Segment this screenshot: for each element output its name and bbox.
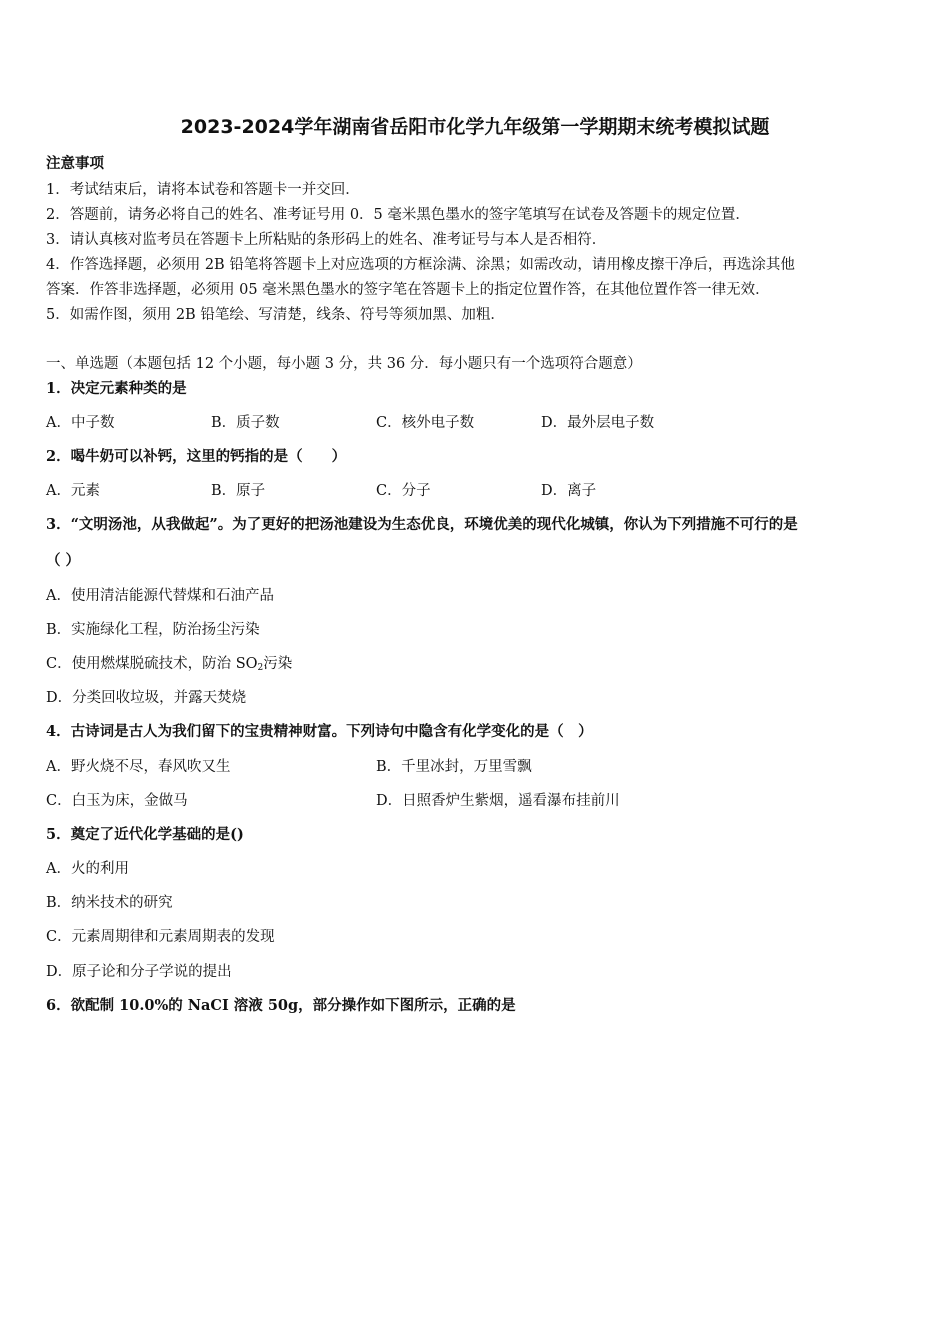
- question-3-option-c: [46, 652, 292, 673]
- question-5-option-a: A．火的利用: [46, 861, 129, 877]
- subscript-2: 2: [257, 663, 264, 673]
- question-3-stem-cont: （ ）: [46, 552, 81, 569]
- question-4-option-d: D．日照香炉生紫烟，遥看瀑布挂前川: [376, 793, 620, 809]
- question-2-option-d: D．离子: [541, 483, 597, 499]
- notice-item: 2．答题前，请务必将自己的姓名、准考证号用 0．5 毫米黑色墨水的签字笔填写在试卷及答题卡的规定位置．: [46, 207, 750, 223]
- question-5-option-c: C．元素周期律和元素周期表的发现: [46, 929, 275, 945]
- page-title: 2023-2024学年湖南省岳阳市化学九年级第一学期期末统考模拟试题: [180, 116, 770, 138]
- question-2-stem: 2．喝牛奶可以补钙，这里的钙指的是（ ）: [46, 448, 347, 465]
- question-1-option-a: A．中子数: [46, 415, 115, 431]
- question-4-stem: 4．古诗词是古人为我们留下的宝贵精神财富。下列诗句中隐含有化学变化的是（ ）: [46, 723, 593, 740]
- question-1-option-d: D．最外层电子数: [541, 415, 655, 431]
- question-3-option-d: D．分类回收垃圾，并露天焚烧: [46, 690, 247, 706]
- question-2-option-b: B．原子: [211, 483, 266, 499]
- notice-item: 答案．作答非选择题，必须用 05 毫米黑色墨水的签字笔在答题卡上的指定位置作答，在其他位置作答一律无效．: [46, 282, 770, 298]
- question-3-stem: 3．“文明汤池，从我做起”。为了更好的把汤池建设为生态优良，环境优美的现代化城镇，你认为下列措施不可行的是: [46, 516, 798, 533]
- question-4-option-b: B．千里冰封，万里雪飘: [376, 759, 532, 775]
- notice-item: 4．作答选择题，必须用 2B 铅笔将答题卡上对应选项的方框涂满、涂黑；如需改动，请用橡皮擦干净后，再选涂其他: [46, 257, 795, 273]
- question-1-option-c: C．核外电子数: [376, 415, 475, 431]
- notice-item: 5．如需作图，须用 2B 铅笔绘、写清楚，线条、符号等须加黑、加粗．: [46, 307, 505, 323]
- question-3-option-a: A．使用清洁能源代替煤和石油产品: [46, 588, 274, 604]
- question-5-stem: 5．奠定了近代化学基础的是(): [46, 826, 244, 843]
- question-3-option-b: B．实施绿化工程，防治扬尘污染: [46, 622, 260, 638]
- question-2-option-a: A．元素: [46, 483, 100, 499]
- notice-heading: 注意事项: [46, 155, 104, 172]
- notice-item: 1．考试结束后，请将本试卷和答题卡一并交回．: [46, 182, 360, 198]
- notice-item: 3．请认真核对监考员在答题卡上所粘贴的条形码上的姓名、准考证号与本人是否相符．: [46, 232, 607, 248]
- question-2-option-c: C．分子: [376, 483, 431, 499]
- question-4-option-c: C．白玉为床，金做马: [46, 793, 188, 809]
- question-5-option-b: B．纳米技术的研究: [46, 895, 173, 911]
- question-1-option-b: B．质子数: [211, 415, 280, 431]
- question-1-stem: 1．决定元素种类的是: [46, 380, 187, 397]
- question-3-option-c-text: C．使用燃煤脱硫技术，防治 SO: [46, 656, 258, 672]
- question-4-option-a: A．野火烧不尽，春风吹又生: [46, 759, 231, 775]
- question-3-option-c-tail: 污染: [263, 656, 293, 672]
- section-heading: 一、单选题（本题包括 12 个小题，每小题 3 分，共 36 分．每小题只有一个选项符合题意）: [46, 356, 642, 372]
- question-6-stem: 6．欲配制 10.0%的 NaCI 溶液 50g，部分操作如下图所示，正确的是: [46, 997, 516, 1014]
- question-5-option-d: D．原子论和分子学说的提出: [46, 964, 232, 980]
